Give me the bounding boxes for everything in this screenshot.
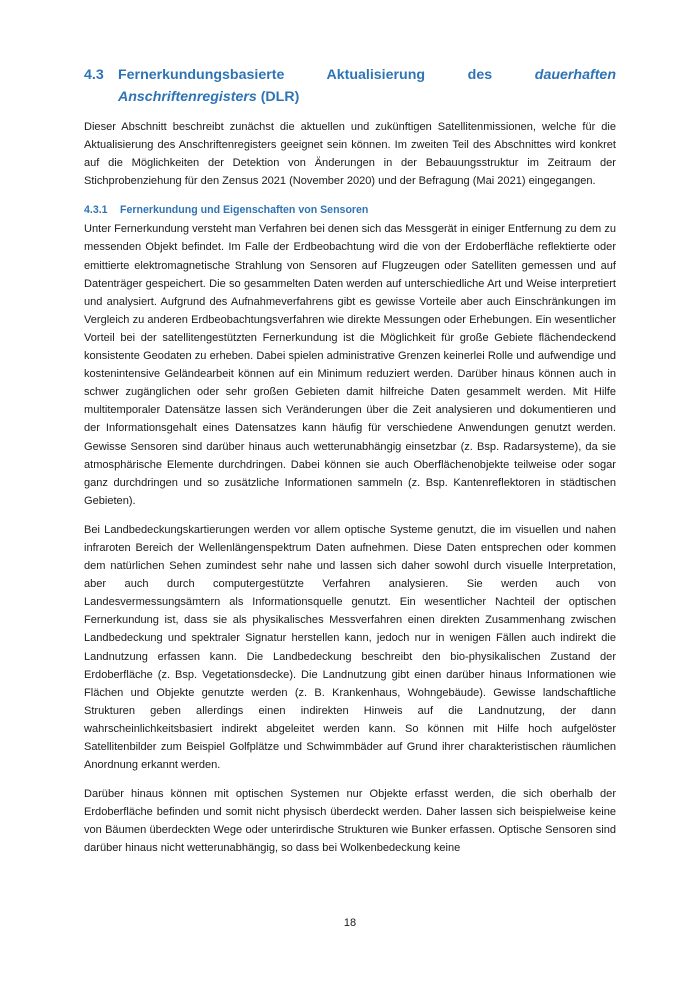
subsection-heading xyxy=(84,202,616,218)
section-intro-paragraph: Dieser Abschnitt beschreibt zunächst die aktuellen und zukünftigen Satellitenmissionen, welche für die Aktualisierung des Anschriftenregisters geeignet sein können. Im zweiten Teil des Abschnittes wird konkret auf die Möglichkeiten der Detektion von Änderungen in der Bebauungsstruktur im Zeitraum der Stichprobenziehung für den Zensus 2021 (November 2020) und der Befragung (Mai 2021) eingegangen. xyxy=(84,121,616,188)
subsection-number: 4.3.1 xyxy=(84,204,108,217)
body-paragraph-3: Darüber hinaus können mit optischen Systemen nur Objekte erfasst werden, die sich oberhalb der Erdoberfläche befinden und somit nicht physisch überdeckt werden. Daher lassen sich beispielweise keine von Bäumen überdeckten Wege oder unterirdische Strukturen wie Bunker erfassen. Optische Sensoren sind darüber hinaus nicht wetterunabhängig, so dass bei Wolkenbedeckung keine xyxy=(84,788,616,855)
body-paragraph-2: Bei Landbedeckungskartierungen werden vor allem optische Systeme genutzt, die im visuellen und nahen infraroten Bereich der Wellenlängenspektrum Daten aufnehmen. Diese Daten entsprechen oder kommen dem natürlichen Sehen zumindest sehr nahe und lassen sich daher sowohl durch visuelle Interpretation, aber auch durch computergestützte Verfahren analysieren. Sie werden auch von Landesvermessungsämtern als Informationsquelle genutzt. Ein wesentlicher Nachteil der optischen Fernerkundung ist, dass sie als physikalisches Messverfahren einen direkten Zusammenhang zwischen Landbedeckung und spektraler Signatur herstellen kann, jedoch nur in wenigen Fällen auch indirekt die Landnutzung erfassen kann. Die Landbedeckung beschreibt den bio-physikalischen Zustand der Erdoberfläche (z. Bsp. Vegetationsdecke). Die Landnutzung gibt einen darüber hinaus Informationen wie Flächen und Objekte genutzte werden (z. B. Krankenhaus, Wohngebäude). Gewisse landschaftliche Strukturen geben allerdings einen indirekten Hinweis auf die Landnutzung, der dann wahrscheinlichkeitsbasiert indirekt abgeleitet werden kann. So können mit Hilfe hoch aufgelöster Satellitenbilder zum Beispiel Golfplätze und Schwimmbäder auf Grund ihrer charakteristischen räumlichen Anordnung erkannt werden. xyxy=(84,523,616,772)
section-number: 4.3 xyxy=(84,67,104,83)
page-number: 18 xyxy=(343,917,357,929)
body-paragraph-1: Unter Fernerkundung versteht man Verfahren bei denen sich das Messgerät in einiger Entfernung zu dem zu messenden Objekt befindet. Im Falle der Erdbeobachtung wird die von der Erdoberfläche reflektierte oder emittierte elektromagnetische Strahlung von Sensoren auf Flugzeugen oder Satelliten gemessen und auf Datenträger gespeichert. Die so gesammelten Daten werden auf unterschiedliche Art und Weise interpretiert und analysiert. Aufgrund des Aufnahmeverfahrens gibt es gewisse Vorteile aber auch Einschränkungen im Vergleich zu anderen Erdbeobachtungsverfahren wie direkte Messungen oder Erhebungen. Ein wesentlicher Vorteil bei der satellitengestützten Fernerkundung ist die Möglichkeit für große Gebiete flächendeckend konsistente Geodaten zu erheben. Dabei spielen administrative Grenzen keinerlei Rolle und aufwendige und kostenintensive Geländearbeit können auf ein Minimum reduziert werden. Darüber hinaus können auch in schwer zugänglichen oder sehr großen Gebieten damit hilfreiche Daten gesammelt werden. Mit Hilfe multitemporaler Datensätze lassen sich Veränderungen über die Zeit analysieren und dokumentieren und der Informationsgehalt eines Datensatzes kann häufig für verschiedene Anwendungen genutzt werden. Gewisse Sensoren sind darüber hinaus auch wetterunabhängig einsetzbar (z. Bsp. Radarsysteme), da sie atmosphärische Elemente durchdringen. Dabei können sie auch Oberflächenobjekte teilweise oder sogar ganz durchdringen und so zusätzliche Informationen sammeln (z. Bsp. Kantenreflektoren in städtischen Gebieten). xyxy=(84,223,616,507)
section-title-part1: Fernerkundungsbasierte Aktualisierung des xyxy=(118,67,535,83)
section-title xyxy=(118,64,616,108)
section-title-italic: dauerhaften Anschriftenregisters xyxy=(118,67,616,105)
section-heading xyxy=(84,64,616,108)
subsection-title: Fernerkundung und Eigenschaften von Sensoren xyxy=(120,204,369,217)
page-content xyxy=(84,64,616,858)
section-title-part2: (DLR) xyxy=(256,89,300,105)
